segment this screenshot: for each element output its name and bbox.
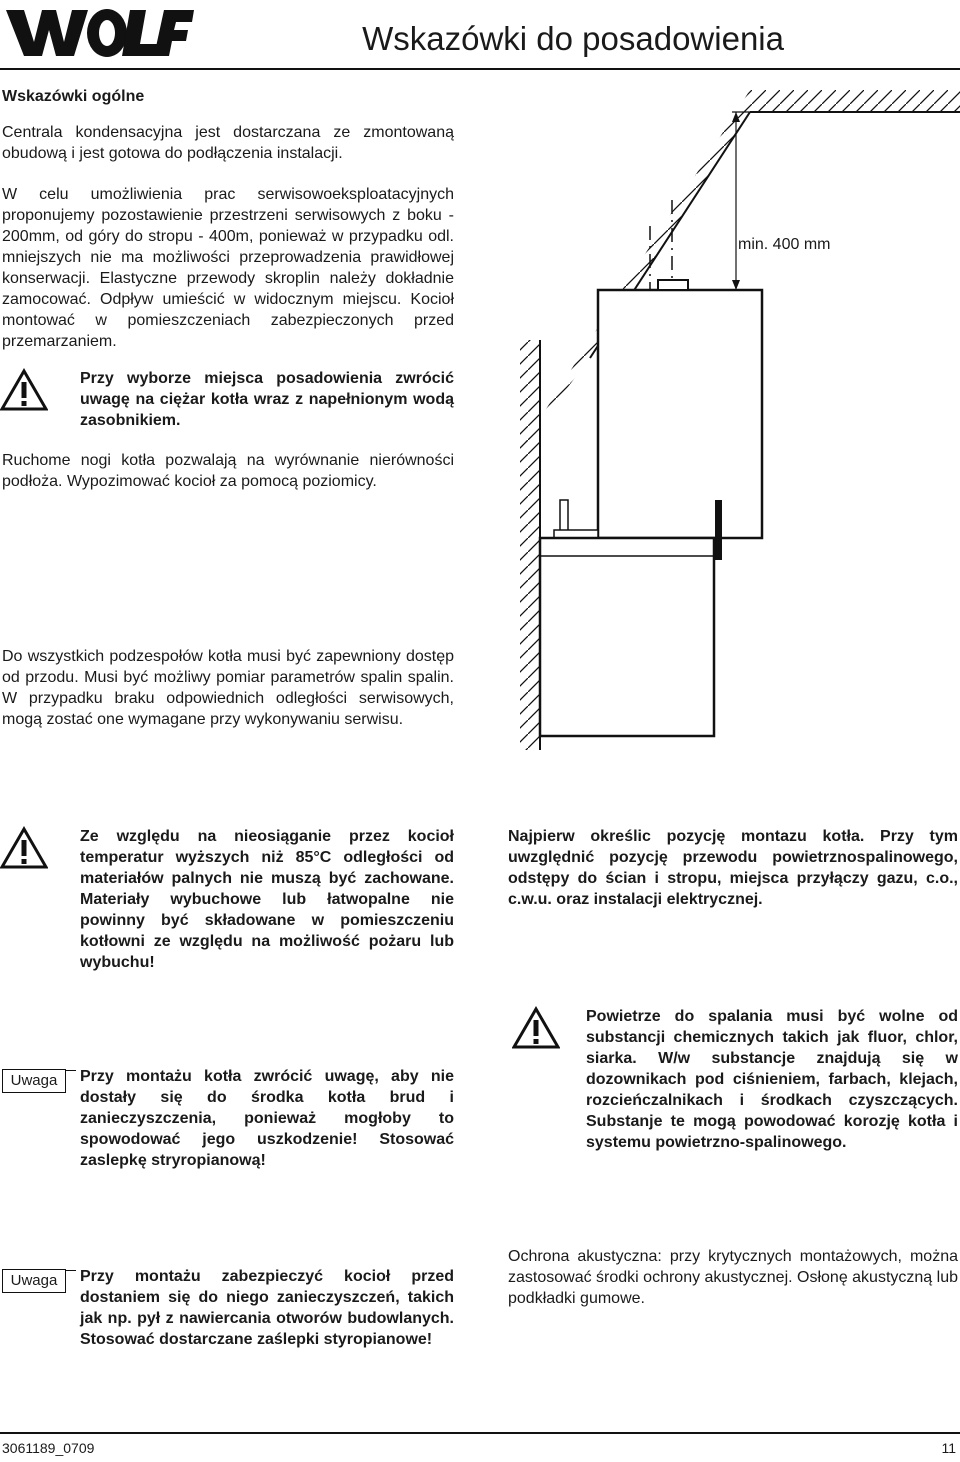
uwaga-label: Uwaga [2, 1069, 66, 1093]
flammable-materials-warning: Ze względu na nieosiąganie przez kocioł temperatur wyższych niż 85°C odległości od materiałów palnych nie muszą być zachowane. Materiały wybuchowe lub łatwopalne nie powinny być składowane w pomieszczeniu kotłowni ze względu na możliwość pożaru lub wybuchu! [80, 828, 454, 971]
intro-paragraph: Centrala kondensacyjna jest dostarczana ze zmontowaną obudową i jest gotowa do podłączenia instalacji. [2, 124, 454, 162]
wall-hatch [520, 340, 540, 750]
clearance-label: min. 400 mm [738, 236, 831, 253]
dust-protection-note: Przy montażu zabezpieczyć kocioł przed dostaniem się do niego zanieczyszczeń, takich jak np. pył z nawiercania otworów budowlanych. Stosować dostarczane zaślepki styropianowe! [80, 1268, 454, 1348]
weight-warning: Przy wyborze miejsca posadowienia zwrócić uwagę na ciężar kotła wraz z napełnionym wodą zasobnikiem. [80, 370, 454, 429]
warning-triangle-icon [512, 1006, 560, 1050]
warning-triangle-icon [0, 826, 48, 870]
service-clearance-paragraph: W celu umożliwienia prac serwisowoeksploatacyjnych proponujemy pozostawienie przestrzeni serwisowych z boku - 200mm, od góry do stropu - 400m, ponieważ w przypadku odl. mniejszych nie ma możliwości przeprowadzenia prawidłowej konserwacji. Elastyczne przewody skroplin należy dokładnie zamocować. Odpływ umieścić w widocznym miejscu. Kocioł montować w pomieszczeniach zabezpieczonych przed przemarzaniem. [2, 186, 454, 350]
leveling-paragraph: Ruchome nogi kotła pozwalają na wyrównanie nierówności podłoża. Wypozimować kocioł za pomocą poziomicy. [2, 452, 454, 490]
uwaga-connector-2 [66, 1270, 76, 1271]
access-paragraph: Do wszystkich podzespołów kotła musi być zapewniony dostęp od przodu. Musi być możliwy pomiar parametrów spalin spalin. W przypadku braku odpowiednich odległości serwisowych, mogą zostać one wymagane przy wykonywaniu serwisu. [2, 648, 454, 728]
document-number: 3061189_0709 [2, 1440, 95, 1456]
flue-connection [658, 280, 688, 290]
footer-rule [0, 1432, 960, 1434]
boiler-upper-unit [598, 290, 762, 538]
warning-triangle-icon [0, 368, 48, 412]
installation-diagram [500, 90, 960, 750]
acoustic-note: Ochrona akustyczna: przy krytycznych montażowych, można zastosować środki ochrony akustycznej. Osłonę akustyczną lub podkładki gumowe. [508, 1248, 958, 1307]
header-rule [0, 68, 960, 70]
uwaga-label-2: Uwaga [2, 1269, 66, 1293]
contamination-note: Przy montażu kotła zwrócić uwagę, aby nie dostały się do środka kotła brud i zanieczyszczenia, ponieważ mogłoby to spowodować jego uszkodzenie! Stosować zaslepkę stryropianową! [80, 1068, 454, 1169]
uwaga-connector [66, 1070, 76, 1071]
wolf-logo [4, 4, 194, 62]
page-title: Wskazówki do posadowienia [362, 20, 784, 57]
side-bracket [715, 500, 722, 560]
ceiling-hatch [750, 90, 960, 112]
section-heading: Wskazówki ogólne [2, 88, 145, 105]
page-number: 11 [941, 1440, 956, 1456]
combustion-air-warning: Powietrze do spalania musi być wolne od substancji chemicznych takich jak fluor, chlor, siarka. W/w substancje znajdują się w dozownikach pod ciśnieniem, farbach, klejach, rozcieńczalnikach i środkach czyszczących. Substanje te mogą powodować korozję kotła i systemu powietrzno-spalinowego. [586, 1008, 958, 1151]
position-note: Najpierw określic pozycję montazu kotła. Przy tym uwzględnić pozycję przewodu powietrznospalinowego, odstępy do ścian i stropu, miejsca przyłączy gazu, c.o., c.w.u. oraz instalacji elektrycznej. [508, 828, 958, 908]
boiler-lower-unit [540, 538, 714, 736]
